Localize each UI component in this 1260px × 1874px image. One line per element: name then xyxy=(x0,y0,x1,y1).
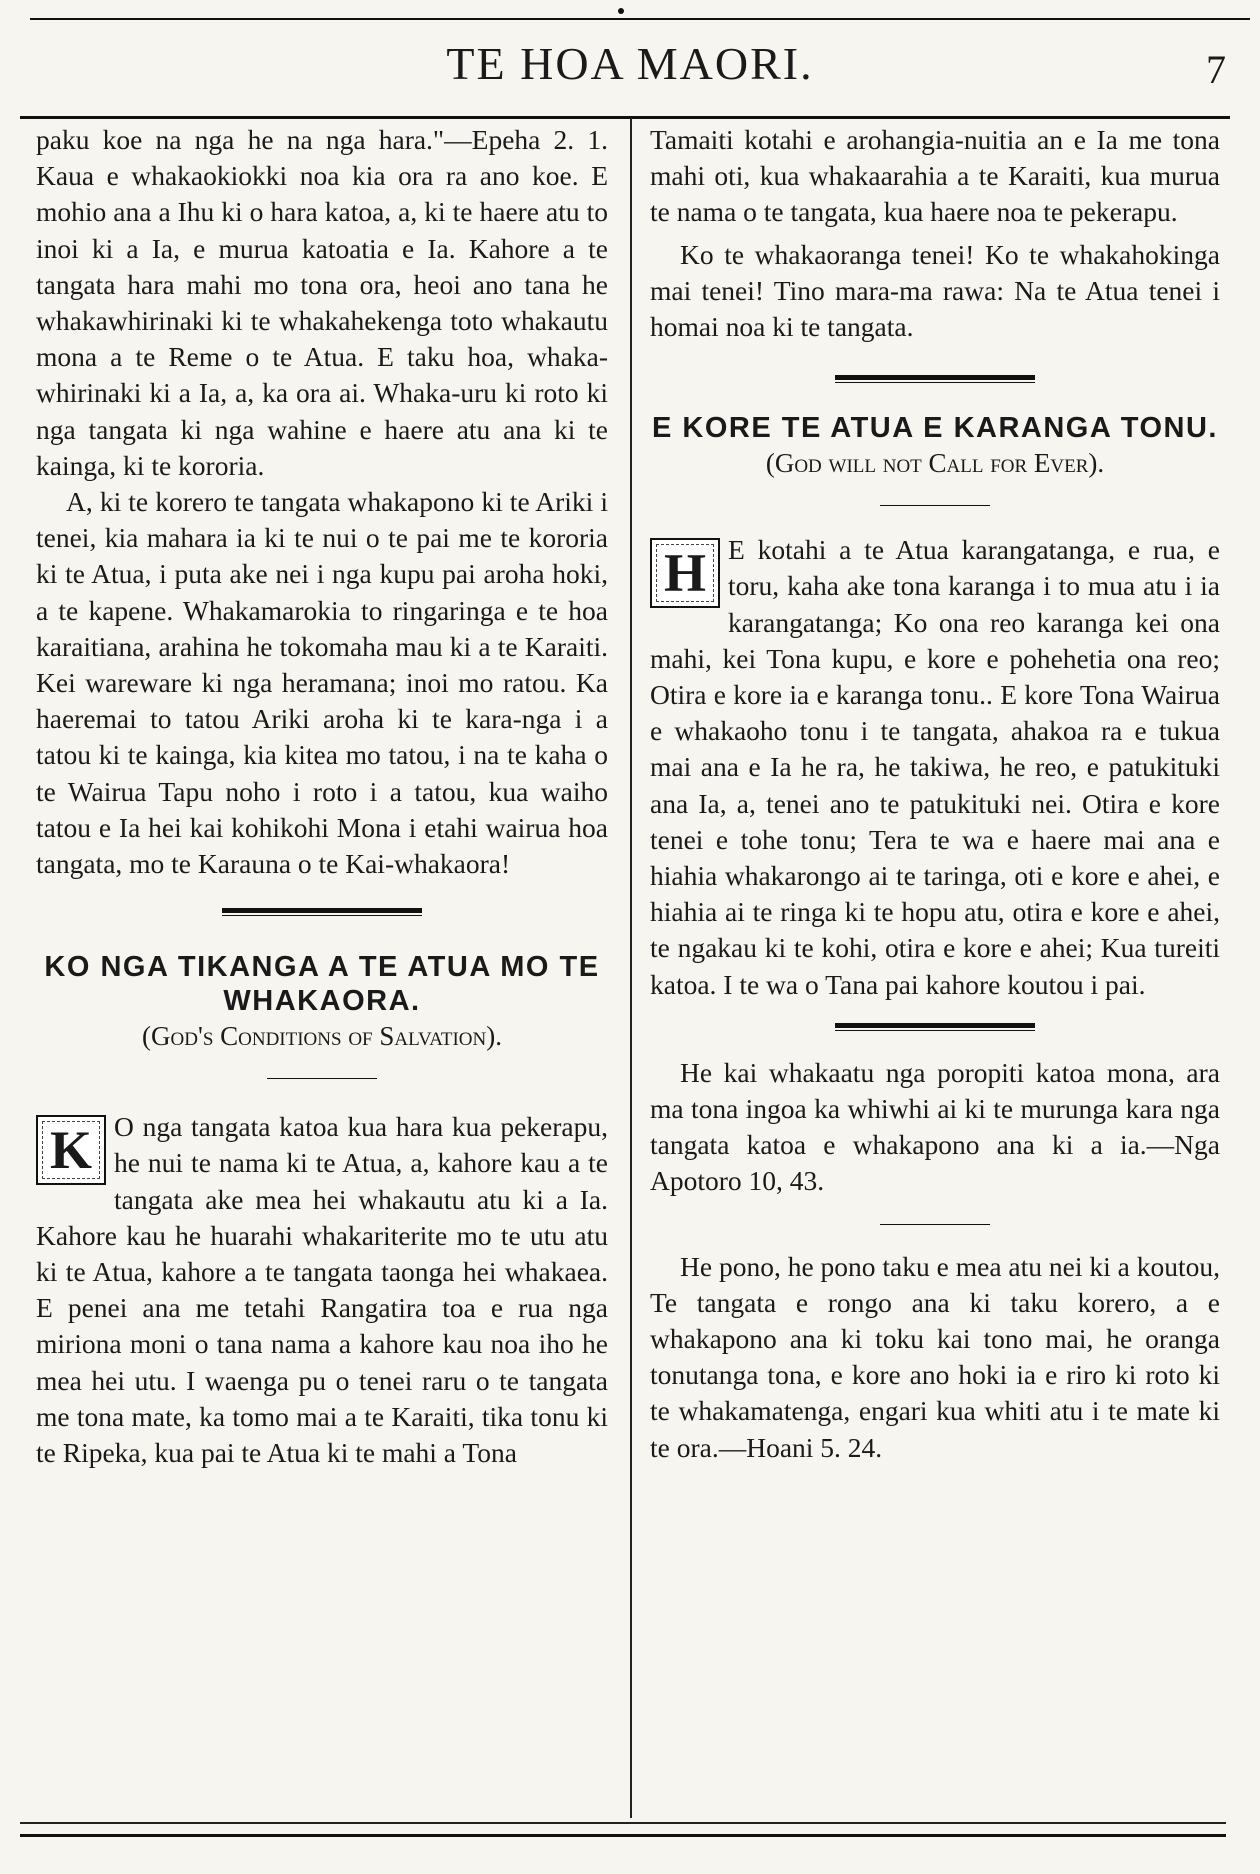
section-heading-call: E KORE TE ATUA E KARANGA TONU. xyxy=(652,412,1218,445)
section-subheading-conditions: (God's Conditions of Salvation). xyxy=(142,1021,502,1052)
left-paragraph-3 xyxy=(36,1109,608,1471)
right-paragraph-4: He kai whakaatu nga poropiti katoa mona, ara ma tona ingoa ka whiwhi ai ki te murunga kara nga tangata katoa e whakapono ana ki a ia.—Nga Apotoro 10, 43. xyxy=(650,1056,1220,1197)
right-paragraph-3 xyxy=(650,532,1220,1003)
right-column xyxy=(650,122,1220,1466)
top-rule xyxy=(30,18,1250,20)
header-rule xyxy=(20,116,1230,119)
section-subheading-call: (God will not Call for Ever). xyxy=(765,448,1105,479)
ornamental-dropcap-k xyxy=(36,1115,106,1185)
right-paragraph-5: He pono, he pono taku e mea atu nei ki a koutou, Te tangata e rongo ana ki taku korero, a e whakapono ana ki toku kai tono mai, he oranga tonutanga tona, e kore ano hoki ia e riro ki roto ki te whakamatenga, engari kua whiti atu i te mate ki te ora.—Hoani 5. 24. xyxy=(650,1250,1220,1463)
column-divider xyxy=(630,118,632,1818)
ornamental-dropcap-h xyxy=(650,538,720,608)
section-separator xyxy=(835,375,1035,383)
left-column xyxy=(36,122,608,1471)
dropcap-letter: K xyxy=(49,1120,92,1181)
bottom-rule-thick xyxy=(20,1834,1226,1837)
section-separator xyxy=(835,1023,1035,1031)
masthead-title: TE HOA MAORI. xyxy=(446,38,814,89)
left-paragraph-2: A, ki te korero te tangata whakapono ki te Ariki i tenei, kia mahara ia ki te nui o te pai me te kororia ki te Atua, i puta ake nei i nga kupu pai aroha hoki, a te kapene. Whakamarokia to ringaringa e te hoa karaitiana, arahina he tokomaha mau ki a te Karaiti. Kei wareware ki nga heramana; inoi mo ratou. Ka haeremai to tatou Ariki aroha ki te kara-nga i a tatou ki te kainga, kia kitea mo tatou, i na te kaha o te Wairua Tapu noho i roto i a tatou, kua waiho tatou e Ia hei kai kohikohi Mona i etahi wairua hoa tangata, mo te Karauna o te Kai-whakaora! xyxy=(36,486,608,880)
left-paragraph-3-text: O nga tangata katoa kua hara kua pekerapu, he nui te nama ki te Atua, a, kahore kau a te tangata ake mea hei whakautu atu ki a Ia. Kahore kau he huarahi whakariterite mo te utu atu ki te Atua, kahore a te tangata taonga hei whakaea. E penei ana me tetahi Rangatira toa e rua nga miriona moni o tana nama a kahore kau noa iho he mea hei utu. I waenga pu o tenei raru o te tangata me tona mate, ka tomo mai a te Karaiti, tika tonu ki te Ripeka, kua pai te Atua ki te mahi a Tona xyxy=(36,1111,608,1469)
page-number: 7 xyxy=(1206,47,1226,92)
section-separator xyxy=(222,908,422,916)
dropcap-letter: H xyxy=(663,543,706,604)
right-paragraph-1: Tamaiti kotahi e arohangia-nuitia an e Ia me tona mahi oti, kua whakaarahia a te Karaiti, kua murua te nama o te tangata, kua haere noa te pekerapu. xyxy=(650,124,1220,228)
page-header xyxy=(0,34,1260,94)
right-paragraph-3-text: E kotahi a te Atua karangatanga, e rua, e toru, kaha ake tona karanga i to mua atu i ia karangatanga; Ko ona reo karanga kei ona mahi, kei Tona kupu, e kore e pohehetia ona reo; Otira e kore ia e karanga tonu.. E kore Tona Wairua e whakaoho tonu i te tangata, ahakoa ra e tukua mai ana e Ia he ra, he takiwa, he reo, e patukituki ana Ia, a, tenei ano te patukituki nei. Otira e kore tenei e tohe tonu; Tera te wa e haere mai ana e hiahia whakarongo ai te taringa, oti e kore e ahei, e hiahia ai te ringa ki te hopu atu, otira e kore e ahei, te ngakau ki te kohi, otira e kore e ahei; Kua tureiti katoa. I te wa o Tana pai kahore koutou i pai. xyxy=(650,534,1220,1000)
section-heading-conditions: KO NGA TIKANGA A TE ATUA MO TE WHAKAORA. xyxy=(44,951,600,1018)
bottom-rule xyxy=(20,1822,1226,1824)
left-paragraph-1: paku koe na nga he na nga hara."—Epeha 2. 1. Kaua e whakaokiokki noa kia ora ra ano koe. E mohio ana a Ihu ki o hara katoa, a, ki te haere atu to inoi ki a Ia, e murua katoatia e Ia. Kahore a te tangata hara mahi mo tona ora, heoi ano tana he whakawhirinaki ki te whakahekenga toto whakautu mona a te Reme o te Atua. E taku hoa, whaka-whirinaki ki a Ia, a, ka ora ai. Whaka-uru ki roto ki nga tangata ki nga wahine e haere atu ana ki te kainga, ki te kororia. xyxy=(36,124,608,481)
print-speck xyxy=(618,8,624,14)
right-paragraph-2: Ko te whakaoranga tenei! Ko te whakahokinga mai tenei! Tino mara-ma rawa: Na te Atua tenei i homai noa ki te tangata. xyxy=(650,238,1220,343)
